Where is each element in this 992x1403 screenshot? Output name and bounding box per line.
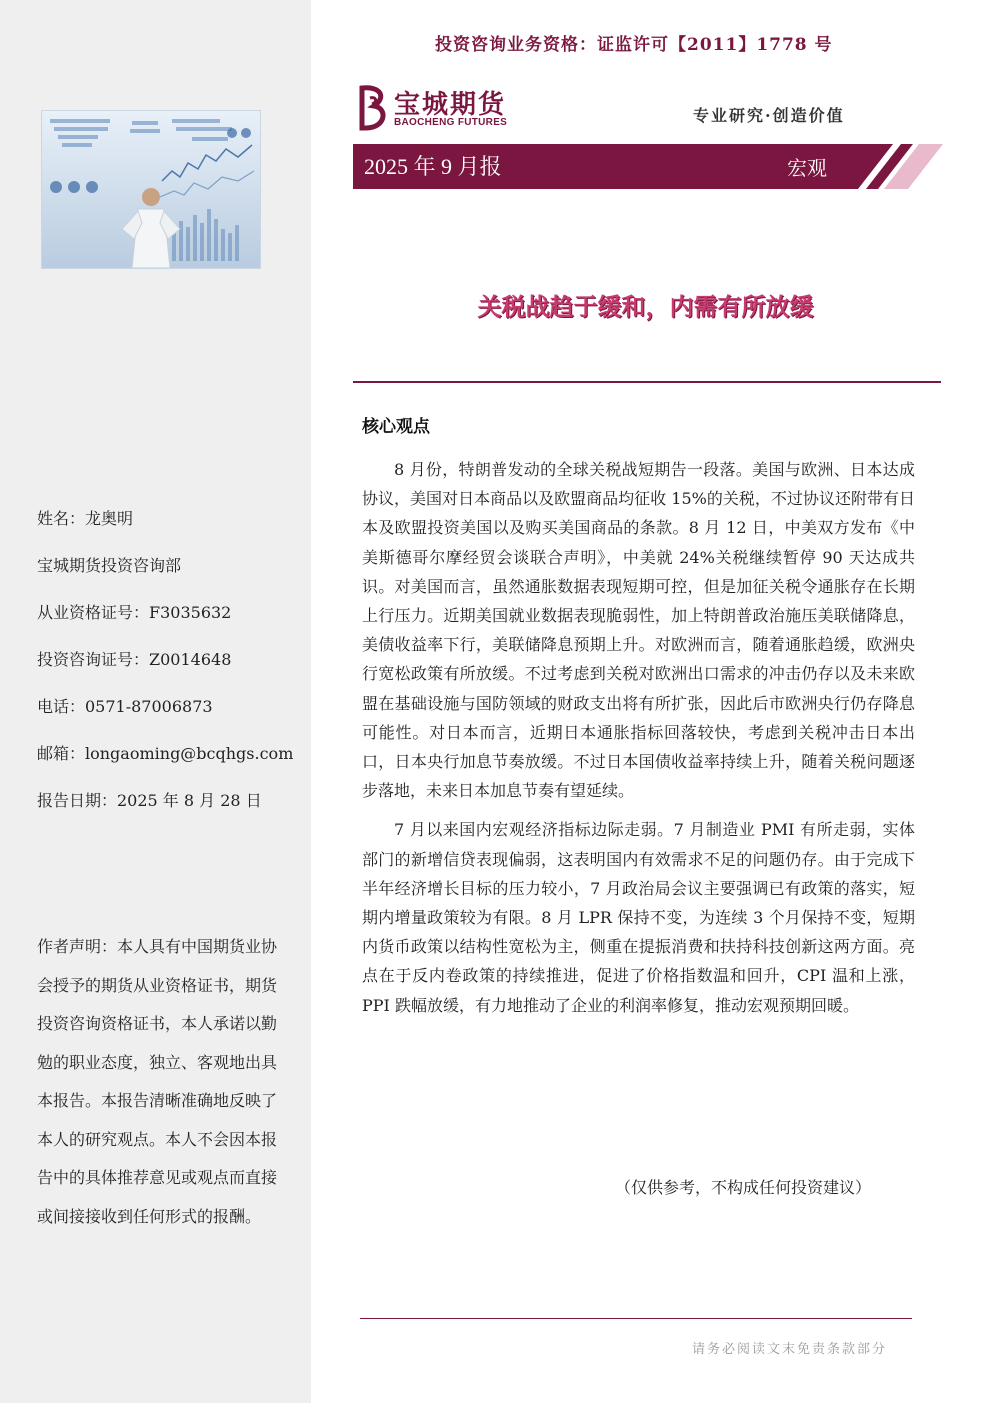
paragraph-domestic: 7 月以来国内宏观经济指标边际走弱。7 月制造业 PMI 有所走弱，实体部门的新增信贷表现偏弱，这表明国内有效需求不足的问题仍存。由于完成下半年经济增长目标的压力较小，7 月政治局会议主要强调已有政策的落实，短期内增量政策较为有限。8 月 LPR 保持不变，为连续 3 个月保持不变，短期内货币政策以结构性宽松为主，侧重在提振消费和扶持科技创新这两方面。亮点在于反内卷政策的持续推进，促进了价格指数温和回升，CPI 温和上涨，PPI 跌幅放缓，有力地推动了企业的利润率修复，推动宏观预期回暖。 [362,820,915,1015]
logo-mark-icon [356,84,392,132]
report-category: 宏观 [787,156,827,180]
author-email: 邮箱：longaoming@bcqhgs.com [37,744,294,763]
company-logo [356,84,526,132]
investment-disclaimer: （仅供参考，不构成任何投资建议） [615,1178,872,1197]
author-department: 宝城期货投资咨询部 [37,556,182,575]
paragraph-global: 8 月份，特朗普发动的全球关税战短期告一段落。美国与欧洲、日本达成协议，美国对日本商品以及欧盟商品均征收 15%的关税，不过协议还附带有日本及欧盟投资美国以及购买美国商品的条款。8 月 12 日，中美双方发布《中美斯德哥尔摩经贸会谈联合声明》，中美就 24%关税继续暂停 90 天达成共识。对美国而言，虽然通胀数据表现短期可控，但是加征关税令通胀存在长期上行压力。近期美国就业数据表现脆弱性，加上特朗普政治施压美联储降息，美债收益率下行，美联储降息预期上升。对欧洲而言，随着通胀趋缓，欧洲央行宽松政策有所放缓。不过考虑到关税对欧洲出口需求的冲击仍存以及未来欧盟在基础设施与国防领域的财政支出将有所扩张，因此后市欧洲央行仍存降息可能性。对日本而言，近期日本通胀指标回落较快，考虑到关税冲击日本出口，日本央行加息节奏放缓。不过日本国债收益率持续上升，随着关税问题逐步落地，未来日本加息节奏有望延续。 [362,460,915,801]
report-headline: 关税战趋于缓和，内需有所放缓 [477,293,814,321]
cover-image [41,110,261,269]
author-consulting-license: 投资咨询证号：Z0014648 [37,650,232,669]
logo-name: 宝城期货 [394,90,507,120]
section-title: 核心观点 [362,417,430,437]
author-phone: 电话：0571-87006873 [37,697,213,716]
report-period: 2025 年 9 月报 [364,154,502,179]
sidebar [0,0,311,1403]
logo-english-name: BAOCHENG FUTURES [394,117,508,128]
core-views-body [362,455,915,1030]
author-info [37,505,293,834]
divider [353,381,941,383]
footer-divider [360,1318,912,1319]
author-name: 姓名：龙奥明 [37,509,134,528]
slogan: 专业研究·创造价值 [693,106,845,125]
report-date: 报告日期：2025 年 8 月 28 日 [37,791,262,810]
footer-note: 请务必阅读文末免责条款部分 [692,1342,888,1357]
license-line: 投资咨询业务资格：证监许可【2011】1778 号 [435,35,833,55]
author-statement: 作者声明：本人具有中国期货业协会授予的期货从业资格证书，期货投资咨询资格证书，本人承诺以勤勉的职业态度，独立、客观地出具本报告。本报告清晰准确地反映了本人的研究观点。本人不会因本报告中的具体推荐意见或观点而直接或间接接收到任何形式的报酬。 [37,937,278,1226]
author-qualification: 从业资格证号：F3035632 [37,603,232,622]
